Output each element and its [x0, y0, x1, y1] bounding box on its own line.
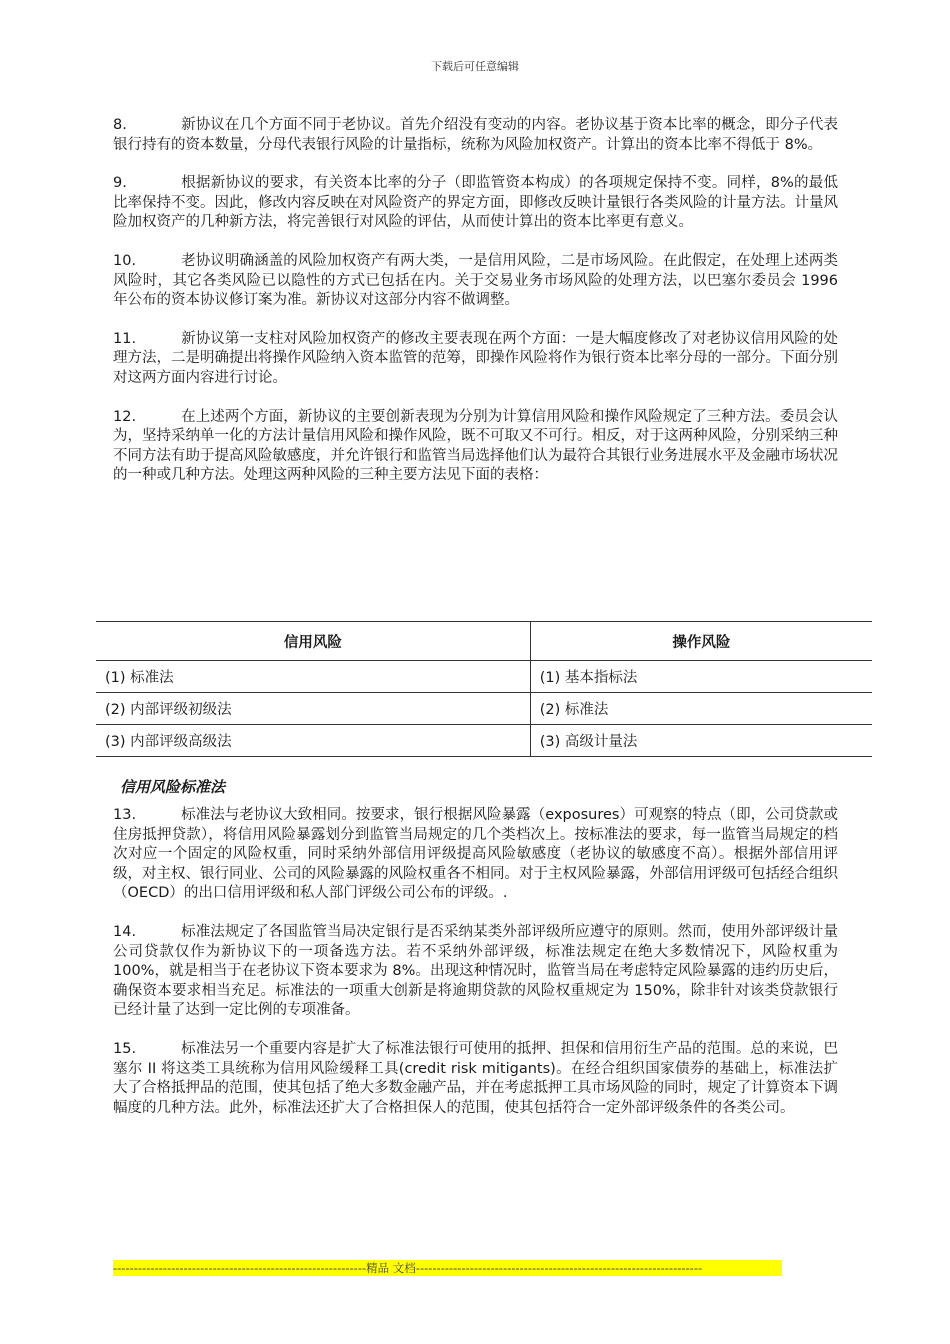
body-text-section-1 [113, 116, 838, 505]
paragraph-number: 11. [113, 330, 137, 347]
paragraph-10 [113, 252, 838, 311]
body-text-section-2 [113, 806, 838, 1137]
table-cell: (2) 标准法 [530, 693, 872, 725]
paragraph-number: 13. [113, 807, 137, 823]
paragraph-number: 12. [113, 408, 137, 425]
paragraph-number: 10. [113, 252, 137, 269]
paragraph-text: 新协议第一支柱对风险加权资产的修改主要表现在两个方面：一是大幅度修改了对老协议信用风险的处理方法，二是明确提出将操作风险纳入资本监管的范筹，即操作风险将作为银行资本比率分母的一部分。下面分别对这两方面内容进行讨论。 [113, 330, 838, 386]
paragraph-number: 9. [113, 175, 127, 192]
table-row [96, 693, 872, 725]
footer-dashes-right: --------------------------------------------------------------------- [415, 1261, 703, 1275]
paragraph-14 [113, 923, 838, 1021]
paragraph-text: 标准法与老协议大致相同。按要求，银行根据风险暴露（exposures）可观察的特点（即，公司贷款或住房抵押贷款），将信用风险暴露划分到监管当局规定的几个类档次上。按标准法的要求，每一监管当局规定的档次对应一个固定的风险权重，同时采纳外部信用评级提高风险敏感度（老协议的敏感度不高）。根据外部信用评级，对主权、银行同业、公司的风险暴露的风险权重各不相同。对于主权风险暴露，外部信用评级可包括经合组织（OECD）的出口信用评级和私人部门评级公司公布的评级。. [113, 807, 838, 902]
paragraph-text: 标准法另一个重要内容是扩大了标准法银行可使用的抵押、担保和信用衍生产品的范围。总的来说，巴塞尔 II 将这类工具统称为信用风险缓释工具(credit risk mitigants)。在经合组织国家债券的基础上，标准法扩大了合格抵押品的范围，使其包括了绝大多数金融产品，并在考虑抵押工具市场风险的同时，规定了计算资本下调幅度的几种方法。此外，标准法还扩大了合格担保人的范围，使其包括符合一定外部评级条件的各类公司。 [113, 1040, 838, 1116]
page-footer [113, 1260, 782, 1276]
paragraph-number: 8. [113, 117, 127, 133]
table-row [96, 661, 872, 693]
paragraph-text: 标准法规定了各国监管当局决定银行是否采纳某类外部评级所应遵守的原则。然而，使用外部评级计量公司贷款仅作为新协议下的一项备选方法。若不采纳外部评级，标准法规定在绝大多数情况下，风险权重为 100%，就是相当于在老协议下资本要求为 8%。出现这种情况时，监管当局在考虑特定风险暴露的违约历史后，确保资本要求相当充足。标准法的一项重大创新是将逾期贷款的风险权重规定为 150%，除非针对该类贷款银行已经计量了达到一定比例的专项准备。 [113, 923, 838, 1019]
table-cell: (2) 内部评级初级法 [96, 693, 530, 725]
footer-dashes-left: ------------------------------------------------------------- [113, 1261, 367, 1275]
table-cell: (3) 内部评级高级法 [96, 725, 530, 757]
page-header: 下载后可任意编辑 [431, 60, 519, 73]
table-header-operational-risk: 操作风险 [530, 622, 872, 661]
section-subheading: 信用风险标准法 [120, 778, 226, 796]
paragraph-text: 根据新协议的要求，有关资本比率的分子（即监管资本构成）的各项规定保持不变。同样，8%的最低比率保持不变。因此，修改内容反映在对风险资产的界定方面，即修改反映计量银行各类风险的计量方法。计量风险加权资产的几种新方法，将完善银行对风险的评估，从而使计算出的资本比率更有意义。 [113, 175, 838, 231]
footer-label: 精品 文档 [366, 1261, 416, 1275]
paragraph-text: 老协议明确涵盖的风险加权资产有两大类，一是信用风险，二是市场风险。在此假定，在处理上述两类风险时，其它各类风险已以隐性的方式已包括在内。关于交易业务市场风险的处理方法，以巴塞尔委员会 1996 年公布的资本协议修订案为准。新协议对这部分内容不做调整。 [113, 252, 838, 309]
table-row [96, 725, 872, 757]
table-cell: (1) 标准法 [96, 661, 530, 693]
paragraph-text: 在上述两个方面，新协议的主要创新表现为分别为计算信用风险和操作风险规定了三种方法。委员会认为，坚持采纳单一化的方法计量信用风险和操作风险，既不可取又不可行。相反，对于这两种风险，分别采纳三种不同方法有助于提高风险敏感度，并允许银行和监管当局选择他们认为最符合其银行业务进展水平及金融市场状况的一种或几种方法。处理这两种风险的三种主要方法见下面的表格： [113, 408, 838, 484]
paragraph-15 [113, 1040, 838, 1118]
paragraph-number: 14. [113, 923, 137, 940]
paragraph-11 [113, 330, 838, 389]
table-header-row [96, 622, 872, 661]
paragraph-8 [113, 116, 838, 155]
risk-methods-table [96, 621, 872, 757]
paragraph-number: 15. [113, 1040, 137, 1057]
paragraph-12 [113, 408, 838, 486]
paragraph-13 [113, 806, 838, 904]
paragraph-text: 新协议在几个方面不同于老协议。首先介绍没有变动的内容。老协议基于资本比率的概念，即分子代表银行持有的资本数量，分母代表银行风险的计量指标，统称为风险加权资产。计算出的资本比率不得低于 8%。 [113, 117, 838, 153]
table-header-credit-risk: 信用风险 [96, 622, 530, 661]
table-cell: (1) 基本指标法 [530, 661, 872, 693]
paragraph-9 [113, 174, 838, 233]
table-cell: (3) 高级计量法 [530, 725, 872, 757]
